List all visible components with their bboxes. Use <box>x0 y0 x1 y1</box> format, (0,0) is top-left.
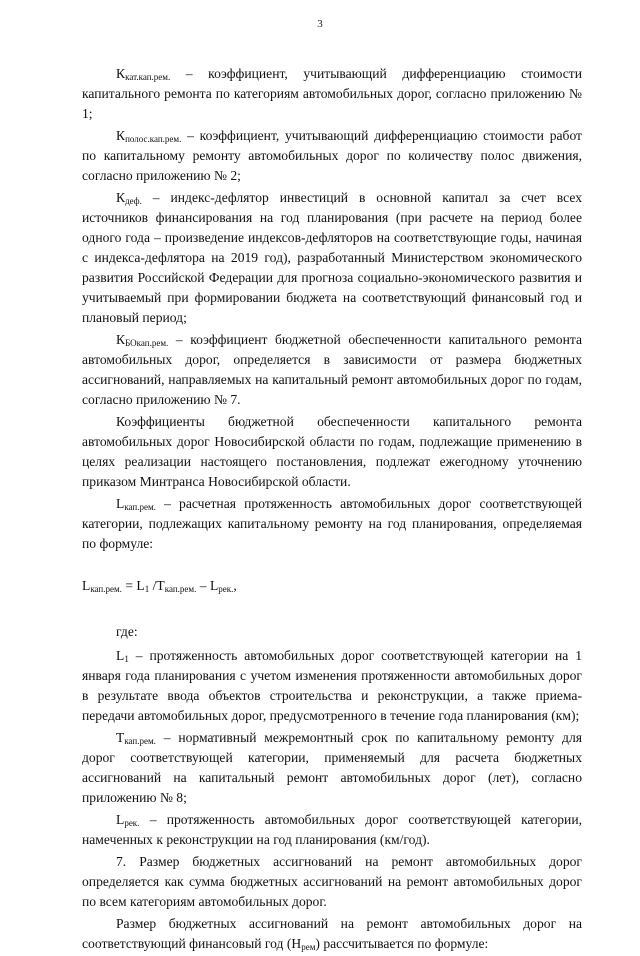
paragraph-h-rem: Размер бюджетных ассигнований на ремонт автомобильных дорог на соответствующий финансовый год $(Н_{рем})$ рассчитывается по формуле: <box>82 916 582 952</box>
document-body <box>82 64 582 956</box>
page-number: 3 <box>317 18 323 30</box>
paragraph-l-kaprem: $L_{кап.рем.}$ – расчетная протяженность автомобильных дорог соответствующей категории, подлежащих капитальному ремонту на год планирования, определяемая по формуле: <box>82 496 582 551</box>
paragraph-k-polos: $К_{полос.кап.рем.}$ – коэффициент, учитывающий дифференциацию стоимости работ по капитальному ремонту автомобильных дорог по количеству полос движения, согласно приложению № 2; <box>82 128 582 183</box>
paragraph-section-7: 7. Размер бюджетных ассигнований на ремонт автомобильных дорог определяется как сумма бюджетных ассигнований на ремонт автомобильных дорог по всем категориям автомобильных дорог. <box>82 854 582 909</box>
paragraph-t-kaprem: $Т_{кап.рем.}$ – нормативный межремонтный срок по капитальному ремонту для дорог соответствующей категории, применяемый для расчета бюджетных ассигнований на капитальный ремонт автомобильных дорог (лет), согласно приложению № 8; <box>82 730 582 805</box>
paragraph-k-bo: $К_{БОкап.рем.}$ – коэффициент бюджетной обеспеченности капитального ремонта автомобильных дорог, определяется в зависимости от размера бюджетных ассигнований, направляемых на капитальный ремонт автомобильных дорог по годам, согласно приложению № 7. <box>82 332 582 407</box>
where-label: где: <box>116 624 138 639</box>
paragraph-l-rek: $L_{рек.}$ – протяженность автомобильных дорог соответствующей категории, намеченных к реконструкции на год планирования (км/год). <box>82 812 582 847</box>
formula-l-kaprem: $L_{кап.рем.} = L_1$ $/Т_{кап.рем.} - L_{рек.}$, <box>82 578 237 594</box>
paragraph-l1: $L_1$ – протяженность автомобильных дорог соответствующей категории на 1 января года планирования с учетом изменения протяженности автомобильных дорог в результате ввода объектов строительства и реконструкции, а также приема-передачи автомобильных дорог, предусмотренного в течение года планирования (км); <box>82 648 582 723</box>
paragraph-k-def: $К_{деф.}$ – индекс-дефлятор инвестиций в основной капитал за счет всех источников финансирования на год планирования (при расчете на период более одного года – произведение индексов-дефляторов на соответствующие годы, начиная с индекса-дефлятора на 2019 год), разработанный Министерством экономического развития Российской Федерации для прогноза социально-экономического развития и учитываемый при формировании бюджета на соответствующий финансовый год и плановый период; <box>82 190 582 325</box>
paragraph-k-kat: $К_{кат.кап.рем.}$ – коэффициент, учитывающий дифференциацию стоимости капитального ремонта по категориям автомобильных дорог, согласно приложению № 1; <box>82 66 582 121</box>
paragraph-coefficients: Коэффициенты бюджетной обеспеченности капитального ремонта автомобильных дорог Новосибирской области по годам, подлежащие применению в целях реализации настоящего постановления, подлежат ежегодному уточнению приказом Минтранса Новосибирской области. <box>82 414 582 489</box>
